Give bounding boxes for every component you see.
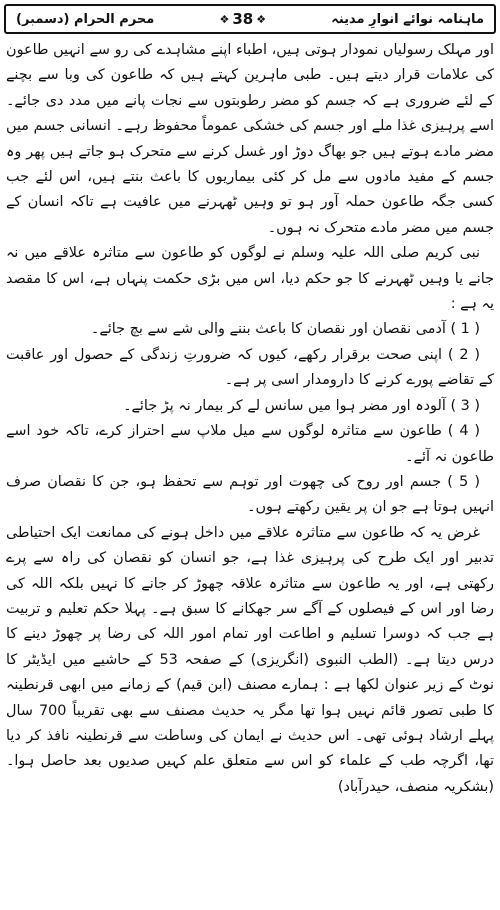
- paragraph-intro: اور مہلک رسولیاں نمودار ہوتی ہیں، اطباء اپنے مشاہدے کی رو سے انہیں طاعون کی علامات قرار دیتے ہیں۔ طبی ماہرین کہتے ہیں کہ طاعون کی وبا سے بچنے کے لئے ضروری ہے کہ جسم کو مضر رطوبتوں سے نجات پانے میں مدد دی جائے۔ اسے پرہیزی غذا ملے اور جسم کی خشکی عموماً محفوظ رہے۔ انسانی جسم میں مضر مادے ہوتے ہیں جو بھاگ دوڑ اور غسل کرنے سے متحرک ہو جاتے ہیں پھر وہ جسم کے مفید مادوں سے مل کر کئی بیماریوں کا باعث بنتے ہیں، اس لئے جب کسی جگہ طاعون حملہ آور ہو تو وہیں ٹھہرنے میں عافیت ہے تاکہ انسان کے جسم میں مضر مادے متحرک نہ ہوں۔: [6, 42, 494, 236]
- list-item-3: ( 3 ) آلودہ اور مضر ہوا میں سانس لے کر بیمار نہ پڑ جائے۔: [123, 397, 480, 414]
- ornament-icon: ❖: [219, 12, 230, 26]
- issue-date: محرم الحرام (دسمبر): [16, 11, 155, 27]
- page-number: 38: [232, 10, 254, 28]
- magazine-title: ماہنامہ نوائے انوارِ مدینہ: [331, 11, 484, 27]
- paragraph-hadith: نبی کریم صلی اللہ علیہ وسلم نے لوگوں کو طاعون سے متاثرہ علاقے میں نہ جانے یا وہیں ٹھہرنے کا جو حکم دیا، اس میں بڑی حکمت پنہاں ہے، اس کا مقصد یہ ہے :: [6, 245, 494, 313]
- page-number-badge: [219, 10, 266, 28]
- list-item-2: ( 2 ) اپنی صحت برقرار رکھے، کیوں کہ ضرورتِ زندگی کے حصول اور عاقبت کے تقاضے پورے کرنے کا دارومدار اسی پر ہے۔: [6, 346, 494, 389]
- article-body: [6, 38, 494, 906]
- list-item-1: ( 1 ) آدمی نقصان اور نقصان کا باعث بننے والی شے سے بچ جائے۔: [90, 321, 480, 338]
- list-item-4: ( 4 ) طاعون سے متاثرہ لوگوں سے میل ملاپ سے احتراز کرے، تاکہ خود اسے طاعون نہ آئے۔: [6, 423, 494, 465]
- list-item-5: ( 5 ) جسم اور روح کی چھوت اور توہم سے تحفظ ہو، جن کا نقصان صرف انہیں ہوتا ہے جو ان پر یقین رکھتے ہوں۔: [6, 473, 494, 516]
- paragraph-conclusion: غرض یہ کہ طاعون سے متاثرہ علاقے میں داخل ہونے کی ممانعت ایک احتیاطی تدبیر اور ایک طرح کی پرہیزی غذا ہے، جو انسان کو نقصان کی راہ سے پرے رکھتی ہے، اور یہ طاعون سے متاثرہ علاقہ چھوڑ کر جانے کا نہیں بلکہ اللہ کی رضا اور اس کے فیصلوں کے آگے سر جھکانے کا سبق ہے۔ پہلا حکم تعلیم و تربیت ہے جب کہ دوسرا تسلیم و اطاعت اور تمام امور اللہ کی رضا پر چھوڑ دینے کا درس دیتا ہے۔ (الطب النبوی (انگریزی) کے صفحہ 53 کے حاشیے میں ایڈیٹر کا نوٹ کے زیر عنوان لکھا ہے : ہمارے مصنف (ابن قیم) کے زمانے میں ابھی قرنطینہ کا طبی تصور قائم نہیں ہوا تھا مگر یہ حدیث مصنف سے بھی تقریباً 700 سال پہلے ارشاد ہوئی تھی۔ اس حدیث نے ایمان کی وساطت سے قرنطینہ نافذ کر دیا تھا، اگرچہ طب کے علماء کو اس سے متعلق علم کہیں صدیوں بعد حاصل ہوا۔ (بشکریہ منصف، حیدرآباد): [6, 524, 494, 795]
- page-header: [4, 4, 496, 34]
- ornament-icon: ❖: [256, 12, 267, 26]
